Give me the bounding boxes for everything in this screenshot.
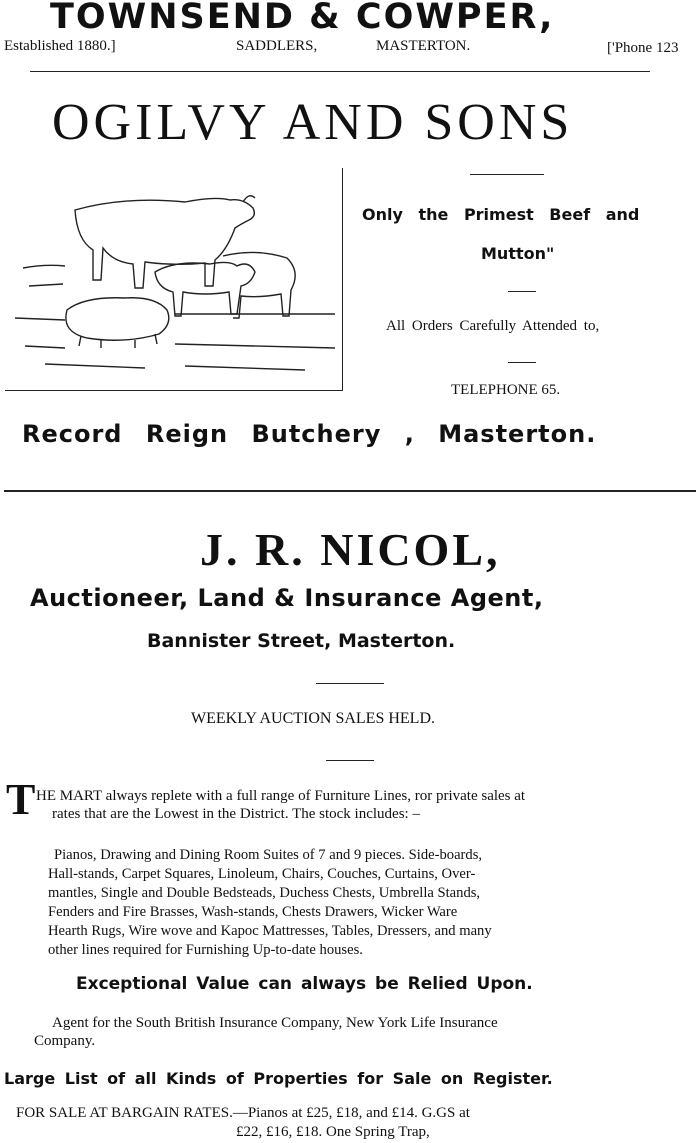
- ogilvy-orders: All Orders Carefully Attended to,: [386, 318, 600, 334]
- livestock-illustration: [5, 168, 343, 391]
- townsend-phone: ['Phone 123: [607, 40, 679, 56]
- nicol-name: J. R. NICOL,: [200, 524, 501, 575]
- cattle-image: [5, 168, 342, 390]
- agent-line-1: Agent for the South British Insurance Company, New York Life Insurance: [52, 1015, 498, 1031]
- stock-line: Fenders and Fire Brasses, Wash-stands, Chests Drawers, Wicker Ware: [48, 904, 458, 920]
- dash-nicol-1: [316, 683, 384, 684]
- for-sale-line-1: FOR SALE AT BARGAIN RATES.—Pianos at £25, £18, and £14. G.GS at: [16, 1105, 470, 1121]
- townsend-town: MASTERTON.: [376, 38, 471, 54]
- mart-line-2: rates that are the Lowest in the District. The stock includes: –: [52, 806, 420, 822]
- stock-line: other lines required for Furnishing Up-to-date houses.: [48, 942, 363, 958]
- nicol-address: Bannister Street, Masterton.: [147, 630, 456, 652]
- dash-ogilvy-1: [470, 174, 544, 175]
- stock-line: Hall-stands, Carpet Squares, Linoleum, Chairs, Couches, Curtains, Over-: [48, 866, 476, 882]
- stock-line: Pianos, Drawing and Dining Room Suites of 7 and 9 pieces. Side-boards,: [54, 847, 483, 863]
- ogilvy-tagline-2: Mutton": [481, 244, 555, 263]
- nicol-role: Auctioneer, Land & Insurance Agent,: [30, 584, 544, 612]
- exceptional-value: Exceptional Value can always be Relied Upon.: [76, 974, 533, 994]
- dash-ogilvy-3: [508, 362, 536, 363]
- agent-line-2: Company.: [34, 1033, 96, 1049]
- stock-list: [48, 846, 492, 960]
- mart-dropcap: T: [6, 775, 36, 824]
- for-sale-line-2: £22, £16, £18. One Spring Trap,: [236, 1124, 430, 1140]
- ogilvy-telephone: TELEPHONE 65.: [451, 382, 561, 398]
- stock-line: mantles, Single and Double Bedsteads, Duchess Chests, Umbrella Stands,: [48, 885, 481, 901]
- nicol-weekly: WEEKLY AUCTION SALES HELD.: [191, 710, 435, 727]
- ogilvy-tagline-1: Only the Primest Beef and: [362, 205, 640, 224]
- ogilvy-footer: Record Reign Butchery , Masterton.: [22, 420, 597, 448]
- divider-1: [30, 71, 650, 72]
- townsend-title: TOWNSEND & COWPER,: [50, 0, 555, 37]
- mart-line-1: HE MART always replete with a full range of Furniture Lines, ror private sales at: [36, 788, 526, 804]
- dash-nicol-2: [326, 760, 374, 761]
- dash-ogilvy-2: [508, 291, 536, 292]
- stock-line: Hearth Rugs, Wire wove and Kapoc Mattresses, Tables, Dressers, and many: [48, 923, 492, 939]
- townsend-trade: SADDLERS,: [236, 38, 318, 54]
- divider-2: [4, 490, 696, 492]
- large-list: Large List of all Kinds of Properties for Sale on Register.: [4, 1069, 553, 1088]
- townsend-established: Established 1880.]: [4, 38, 116, 54]
- ogilvy-title: OGILVY AND SONS: [52, 94, 574, 151]
